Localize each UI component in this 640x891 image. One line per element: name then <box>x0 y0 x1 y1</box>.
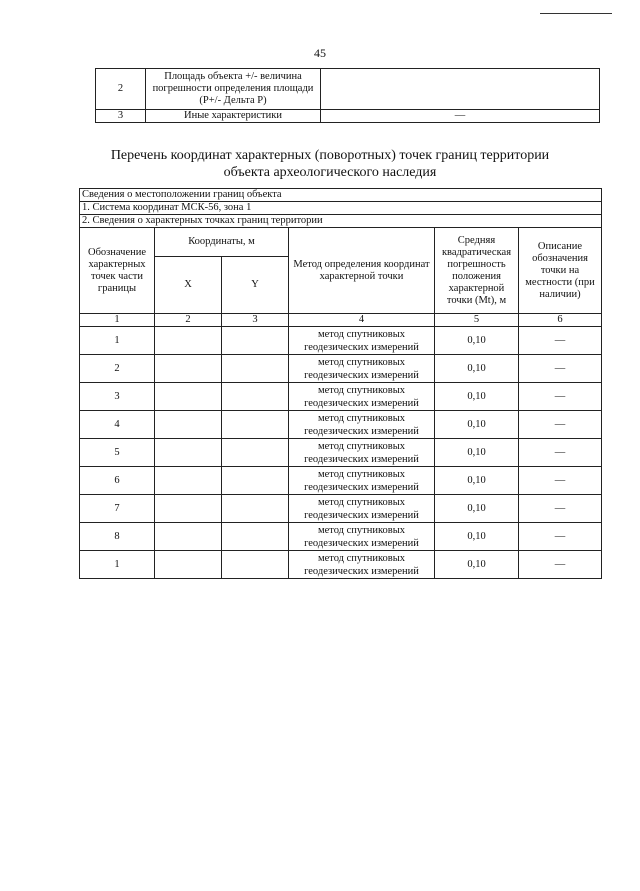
method-value: метод спутниковых геодезических измерений <box>289 495 435 523</box>
description-value: — <box>519 495 602 523</box>
description-value: — <box>519 551 602 579</box>
column-number: 3 <box>222 314 289 327</box>
y-value <box>222 551 289 579</box>
characteristic-value <box>321 69 600 110</box>
method-value: метод спутниковых геодезических измерений <box>289 411 435 439</box>
description-value: — <box>519 439 602 467</box>
title-line: Перечень координат характерных (поворотных) точек границ территории <box>110 148 550 163</box>
section-header: Сведения о местоположении границ объекта <box>80 189 602 202</box>
coordinates-table <box>79 188 602 579</box>
y-value <box>222 411 289 439</box>
point-label: 4 <box>80 411 155 439</box>
accuracy-value: 0,10 <box>435 327 519 355</box>
table-row <box>80 411 602 439</box>
table-row <box>80 383 602 411</box>
header-rule <box>540 13 612 14</box>
column-number: 5 <box>435 314 519 327</box>
accuracy-value: 0,10 <box>435 439 519 467</box>
page-number: 45 <box>314 46 326 60</box>
method-value: метод спутниковых геодезических измерений <box>289 327 435 355</box>
accuracy-value: 0,10 <box>435 551 519 579</box>
accuracy-value: 0,10 <box>435 495 519 523</box>
y-value <box>222 495 289 523</box>
point-label: 2 <box>80 355 155 383</box>
y-value <box>222 467 289 495</box>
y-value <box>222 355 289 383</box>
y-value <box>222 327 289 355</box>
points-header: 2. Сведения о характерных точках границ территории <box>80 215 602 228</box>
accuracy-value: 0,10 <box>435 523 519 551</box>
x-value <box>155 523 222 551</box>
header-accuracy: Средняя квадратическая погрешность положения характерной точки (Mt), м <box>435 228 519 314</box>
header-coordinates: Координаты, м <box>155 228 289 257</box>
x-value <box>155 439 222 467</box>
method-value: метод спутниковых геодезических измерений <box>289 355 435 383</box>
characteristic-value: — <box>321 110 600 123</box>
point-label: 1 <box>80 551 155 579</box>
characteristics-table <box>95 68 600 123</box>
x-value <box>155 551 222 579</box>
table-row <box>80 467 602 495</box>
description-value: — <box>519 327 602 355</box>
description-value: — <box>519 411 602 439</box>
characteristic-name: Иные характеристики <box>146 110 321 123</box>
x-value <box>155 327 222 355</box>
x-value <box>155 383 222 411</box>
method-value: метод спутниковых геодезических измерений <box>289 439 435 467</box>
row-number: 3 <box>96 110 146 123</box>
coord-system: 1. Система координат МСК-56, зона 1 <box>80 202 602 215</box>
column-number: 6 <box>519 314 602 327</box>
column-number: 1 <box>80 314 155 327</box>
method-value: метод спутниковых геодезических измерений <box>289 551 435 579</box>
x-value <box>155 411 222 439</box>
point-label: 6 <box>80 467 155 495</box>
point-rows <box>80 327 602 579</box>
header-description: Описание обозначения точки на местности (при наличии) <box>519 228 602 314</box>
table-row <box>80 495 602 523</box>
accuracy-value: 0,10 <box>435 383 519 411</box>
table-row <box>96 69 600 110</box>
page-title <box>60 147 600 181</box>
point-label: 5 <box>80 439 155 467</box>
description-value: — <box>519 383 602 411</box>
table-row <box>80 523 602 551</box>
description-value: — <box>519 523 602 551</box>
accuracy-value: 0,10 <box>435 467 519 495</box>
header-designation: Обозначение характерных точек части границы <box>80 228 155 314</box>
x-value <box>155 495 222 523</box>
point-label: 1 <box>80 327 155 355</box>
x-value <box>155 467 222 495</box>
accuracy-value: 0,10 <box>435 355 519 383</box>
header-x: X <box>155 257 222 314</box>
table-row <box>80 439 602 467</box>
characteristic-name: Площадь объекта +/- величина погрешности определения площади (P+/- Дельта P) <box>146 69 321 110</box>
header-y: Y <box>222 257 289 314</box>
point-label: 3 <box>80 383 155 411</box>
table-row <box>80 327 602 355</box>
table-row <box>80 355 602 383</box>
table-row <box>80 551 602 579</box>
point-label: 7 <box>80 495 155 523</box>
accuracy-value: 0,10 <box>435 411 519 439</box>
y-value <box>222 523 289 551</box>
column-number: 2 <box>155 314 222 327</box>
method-value: метод спутниковых геодезических измерений <box>289 467 435 495</box>
description-value: — <box>519 355 602 383</box>
point-label: 8 <box>80 523 155 551</box>
table-row <box>96 110 600 123</box>
column-numbers-row <box>80 314 602 327</box>
method-value: метод спутниковых геодезических измерений <box>289 523 435 551</box>
x-value <box>155 355 222 383</box>
method-value: метод спутниковых геодезических измерений <box>289 383 435 411</box>
title-line: объекта археологического наследия <box>223 165 437 180</box>
y-value <box>222 439 289 467</box>
row-number: 2 <box>96 69 146 110</box>
column-number: 4 <box>289 314 435 327</box>
y-value <box>222 383 289 411</box>
header-method: Метод определения координат характерной точки <box>289 228 435 314</box>
description-value: — <box>519 467 602 495</box>
